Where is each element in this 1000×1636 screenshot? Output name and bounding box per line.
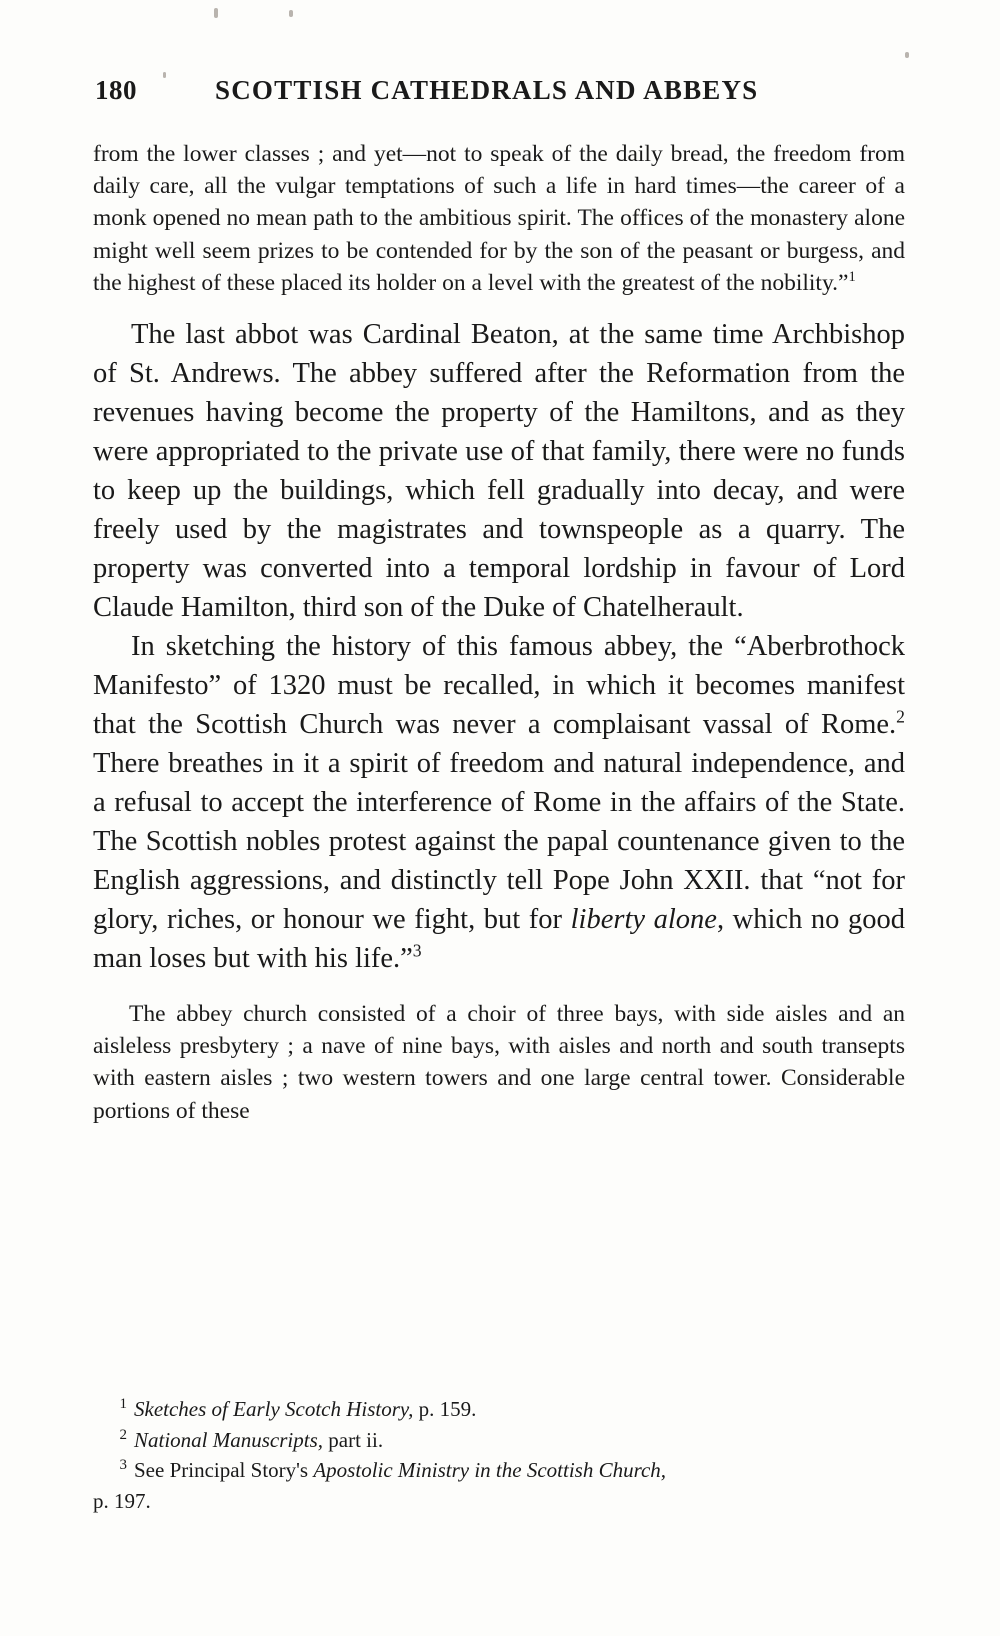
quotation-paragraph bbox=[93, 138, 905, 299]
footnote-ref-1[interactable]: 1 bbox=[848, 268, 856, 285]
footnote-ref-3[interactable]: 3 bbox=[412, 940, 422, 961]
running-title: SCOTTISH CATHEDRALS AND ABBEYS bbox=[215, 75, 759, 105]
emphasis-liberty-alone: liberty alone bbox=[570, 904, 717, 936]
paragraph-abbot-beaton: The last abbot was Cardinal Beaton, at the same time Archbishop of St. Andrews. The abbey suffered after the Reformation from the revenues having become the property of the Hamiltons, and as they were appropriated to the private use of that family, there were no funds to keep up the buildings, which fell gradually into decay, and were freely used by the magistrates and townspeople as a quarry. The property was converted into a temporal lordship in favour of Lord Claude Hamilton, third son of the Duke of Chatelherault. bbox=[93, 319, 905, 624]
footnote-block bbox=[93, 1395, 905, 1517]
footnote-title: Sketches of Early Scotch History, bbox=[134, 1397, 414, 1421]
paragraph-manifesto bbox=[93, 627, 905, 978]
footnote-item: 3 See Principal Story's Apostolic Ministry in the Scottish Church, bbox=[119, 1457, 667, 1482]
footnote-ref-2[interactable]: 2 bbox=[896, 706, 905, 727]
footnote-title: National Manuscripts, bbox=[134, 1427, 324, 1452]
footnote-item: 2 National Manuscripts, part ii. bbox=[119, 1426, 384, 1452]
page-body bbox=[93, 138, 905, 1127]
paragraph-manifesto-part-a: In sketching the history of this famous abbey, the “Aberbrothock Manifesto” of 1320 must be recalled, in which it becomes manifest that the Scottish Church was never a complaisant vassal of Rome. bbox=[93, 631, 905, 741]
paragraph-manifesto-part-b: There breathes in it a spirit of freedom and natural independence, and a refusal to accept the interference of Rome in the affairs of the State. The Scottish nobles protest against the papal countenance given to the English aggressions, and distinctly tell Pope John XXII. that “not for glory, riches, or honour we fight, but for bbox=[93, 748, 905, 936]
footnote-item: 1 Sketches of Early Scotch History, p. 159. bbox=[119, 1396, 477, 1421]
paragraph-manifesto-part-c: , which no good man loses but with his life.” bbox=[93, 904, 905, 975]
footnote-lead: See Principal Story's bbox=[134, 1458, 314, 1482]
paragraph-abbey-church: The abbey church consisted of a choir of three bays, with side aisles and an aisleless presbytery ; a nave of nine bays, with aisles and north and south transepts with eastern aisles ; two western towers and one large central tower. Considerable portions of these bbox=[93, 1001, 905, 1124]
page-speck bbox=[214, 8, 218, 18]
page-speck bbox=[289, 10, 293, 17]
footnote-continuation: p. 197. bbox=[93, 1488, 151, 1513]
quotation-text: from the lower classes ; and yet—not to speak of the daily bread, the freedom from daily care, all the vulgar temptations of such a life in hard times—the career of a monk opened no mean path to the ambitious spirit. The offices of the monastery alone might well seem prizes to be contended for by the son of the peasant or burgess, and the highest of these placed its holder on a level with the greatest of the nobility.” bbox=[93, 141, 905, 296]
page-header bbox=[95, 75, 905, 106]
page-number: 180 bbox=[95, 75, 137, 105]
footnote-detail: part ii. bbox=[323, 1427, 384, 1452]
footnote-title: Apostolic Ministry in the Scottish Church, bbox=[313, 1458, 667, 1482]
footnote-detail: p. 159. bbox=[413, 1397, 477, 1421]
page-speck bbox=[905, 52, 909, 58]
